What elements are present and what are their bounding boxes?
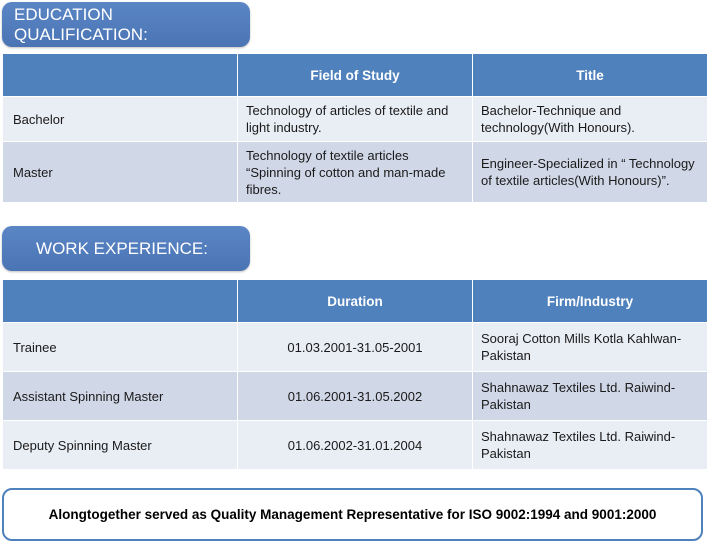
work-row-deputy-spinning-master	[3, 421, 708, 470]
education-col-degree	[3, 54, 238, 97]
work-position-cell: Deputy Spinning Master	[3, 421, 238, 470]
education-section-header: EDUCATION QUALIFICATION:	[2, 2, 250, 47]
education-col-field: Field of Study	[238, 54, 473, 97]
education-degree-cell: Bachelor	[3, 97, 238, 142]
work-header-row	[3, 280, 708, 323]
work-firm-cell: Shahnawaz Textiles Ltd. Raiwind-Pakistan	[473, 421, 708, 470]
education-field-cell: Technology of textile articles “Spinning of cotton and man-made fibres.	[238, 142, 473, 203]
work-col-duration: Duration	[238, 280, 473, 323]
education-degree-cell: Master	[3, 142, 238, 203]
work-row-assistant-spinning-master	[3, 372, 708, 421]
work-duration-cell: 01.06.2001-31.05.2002	[238, 372, 473, 421]
education-title-cell: Bachelor-Technique and technology(With Honours).	[473, 97, 708, 142]
education-col-title: Title	[473, 54, 708, 97]
education-title-cell: Engineer-Specialized in “ Technology of textile articles(With Honours)”.	[473, 142, 708, 203]
education-row-master	[3, 142, 708, 203]
work-duration-cell: 01.03.2001-31.05-2001	[238, 323, 473, 372]
quality-management-note	[2, 488, 703, 541]
work-row-trainee	[3, 323, 708, 372]
work-col-firm: Firm/Industry	[473, 280, 708, 323]
work-firm-cell: Shahnawaz Textiles Ltd. Raiwind-Pakistan	[473, 372, 708, 421]
quality-management-note-text: Alongtogether served as Quality Management Representative for ISO 9002:1994 and 9001:2000	[48, 507, 657, 522]
work-experience-section-header: WORK EXPERIENCE:	[2, 226, 250, 271]
work-col-position	[3, 280, 238, 323]
education-header-row	[3, 54, 708, 97]
work-experience-table	[2, 279, 708, 470]
work-duration-cell: 01.06.2002-31.01.2004	[238, 421, 473, 470]
education-field-cell: Technology of articles of textile and light industry.	[238, 97, 473, 142]
education-row-bachelor	[3, 97, 708, 142]
work-position-cell: Assistant Spinning Master	[3, 372, 238, 421]
work-position-cell: Trainee	[3, 323, 238, 372]
work-firm-cell: Sooraj Cotton Mills Kotla Kahlwan-Pakistan	[473, 323, 708, 372]
education-table	[2, 53, 708, 203]
